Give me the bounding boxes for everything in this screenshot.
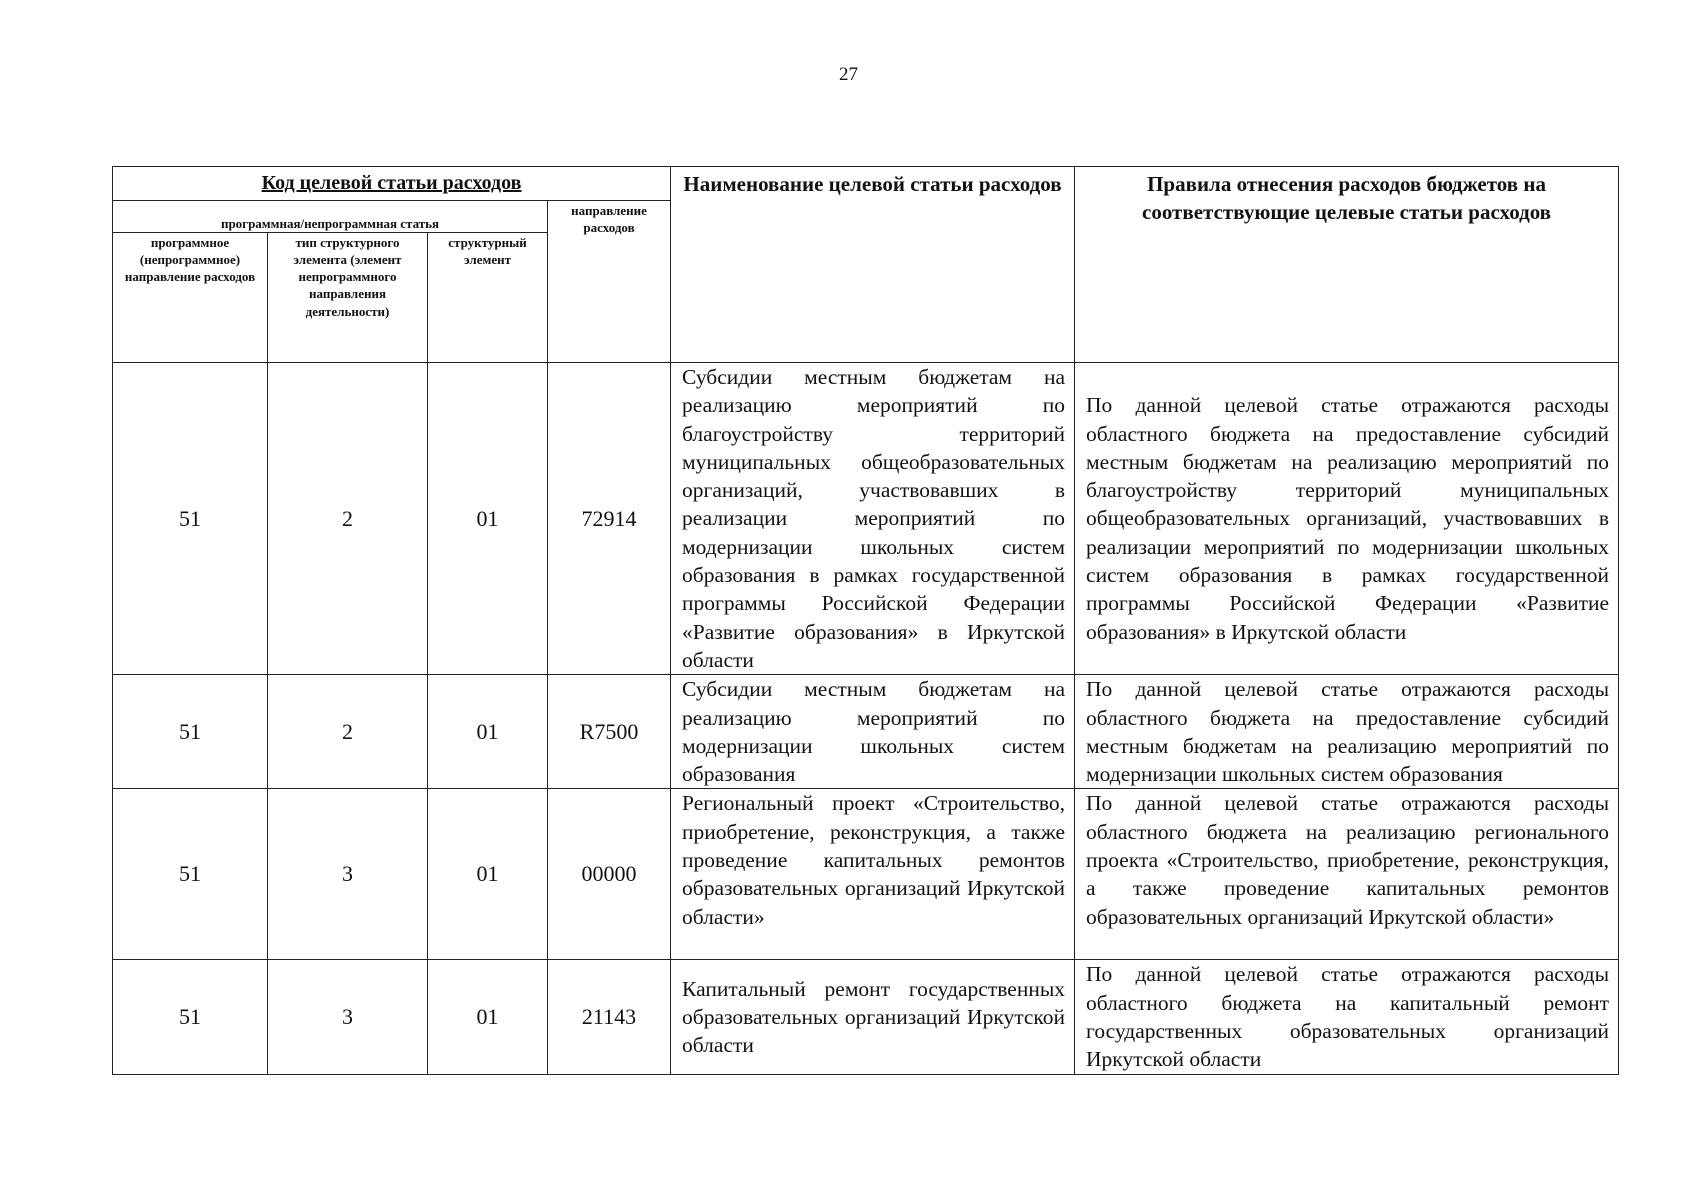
page-number: 27 xyxy=(839,64,858,85)
table-row xyxy=(113,363,1619,675)
cell-expense-direction: 21143 xyxy=(548,960,671,1074)
cell-article-rule: По данной целевой статье отражаются расходы областного бюджета на предоставление субсидий местным бюджетам на реализацию мероприятий по модернизации школьных систем образования xyxy=(1075,675,1619,789)
cell-article-name: Субсидии местным бюджетам на реализацию мероприятий по модернизации школьных систем образования xyxy=(671,675,1075,789)
cell-expense-direction: 72914 xyxy=(548,363,671,675)
cell-program-direction: 51 xyxy=(113,675,268,789)
cell-structural-element: 01 xyxy=(428,960,548,1074)
cell-structural-element: 01 xyxy=(428,675,548,789)
cell-article-name: Региональный проект «Строительство, приобретение, реконструкция, а также проведение капитальных ремонтов образовательных организаций Иркутской области» xyxy=(671,789,1075,960)
cell-article-rule: По данной целевой статье отражаются расходы областного бюджета на реализацию регионального проекта «Строительство, приобретение, реконструкция, а также проведение капитальных ремонтов образовательных организаций Иркутской области» xyxy=(1075,789,1619,960)
col1-header: программное (непрограммное) направление расходов xyxy=(113,233,268,363)
budget-code-table xyxy=(112,166,1619,1075)
prog-article-header: программная/непрограммная статья xyxy=(113,201,548,233)
cell-expense-direction: R7500 xyxy=(548,675,671,789)
col2-header: тип структурного элемента (элемент непрограммного направления деятельности) xyxy=(268,233,428,363)
col3-header: структурный элемент xyxy=(428,233,548,363)
code-title-header: Код целевой статьи расходов xyxy=(113,167,671,201)
cell-structural-element: 01 xyxy=(428,363,548,675)
direction-header: направление расходов xyxy=(548,201,671,363)
table-row xyxy=(113,789,1619,960)
cell-program-direction: 51 xyxy=(113,363,268,675)
cell-article-rule: По данной целевой статье отражаются расходы областного бюджета на предоставление субсидий местным бюджетам на реализацию мероприятий по благоустройству территорий муниципальных общеобразовательных организаций, участвовавших в реализации мероприятий по модернизации школьных систем образования в рамках государственной программы Российской Федерации «Развитие образования» в Иркутской области xyxy=(1075,363,1619,675)
table-row xyxy=(113,675,1619,789)
rules-header: Правила отнесения расходов бюджетов на соответствующие целевые статьи расходов xyxy=(1075,167,1619,363)
cell-element-type: 3 xyxy=(268,960,428,1074)
cell-structural-element: 01 xyxy=(428,789,548,960)
cell-article-name: Субсидии местным бюджетам на реализацию мероприятий по благоустройству территорий муниципальных общеобразовательных организаций, участвовавших в реализации мероприятий по модернизации школьных систем образования в рамках государственной программы Российской Федерации «Развитие образования» в Иркутской области xyxy=(671,363,1075,675)
header-row-1 xyxy=(113,167,1619,201)
cell-article-name: Капитальный ремонт государственных образовательных организаций Иркутской области xyxy=(671,960,1075,1074)
cell-expense-direction: 00000 xyxy=(548,789,671,960)
cell-element-type: 3 xyxy=(268,789,428,960)
cell-element-type: 2 xyxy=(268,363,428,675)
cell-program-direction: 51 xyxy=(113,960,268,1074)
cell-element-type: 2 xyxy=(268,675,428,789)
cell-program-direction: 51 xyxy=(113,789,268,960)
name-header: Наименование целевой статьи расходов xyxy=(671,167,1075,363)
cell-article-rule: По данной целевой статье отражаются расходы областного бюджета на капитальный ремонт государственных образовательных организаций Иркутской области xyxy=(1075,960,1619,1074)
table-row xyxy=(113,960,1619,1074)
